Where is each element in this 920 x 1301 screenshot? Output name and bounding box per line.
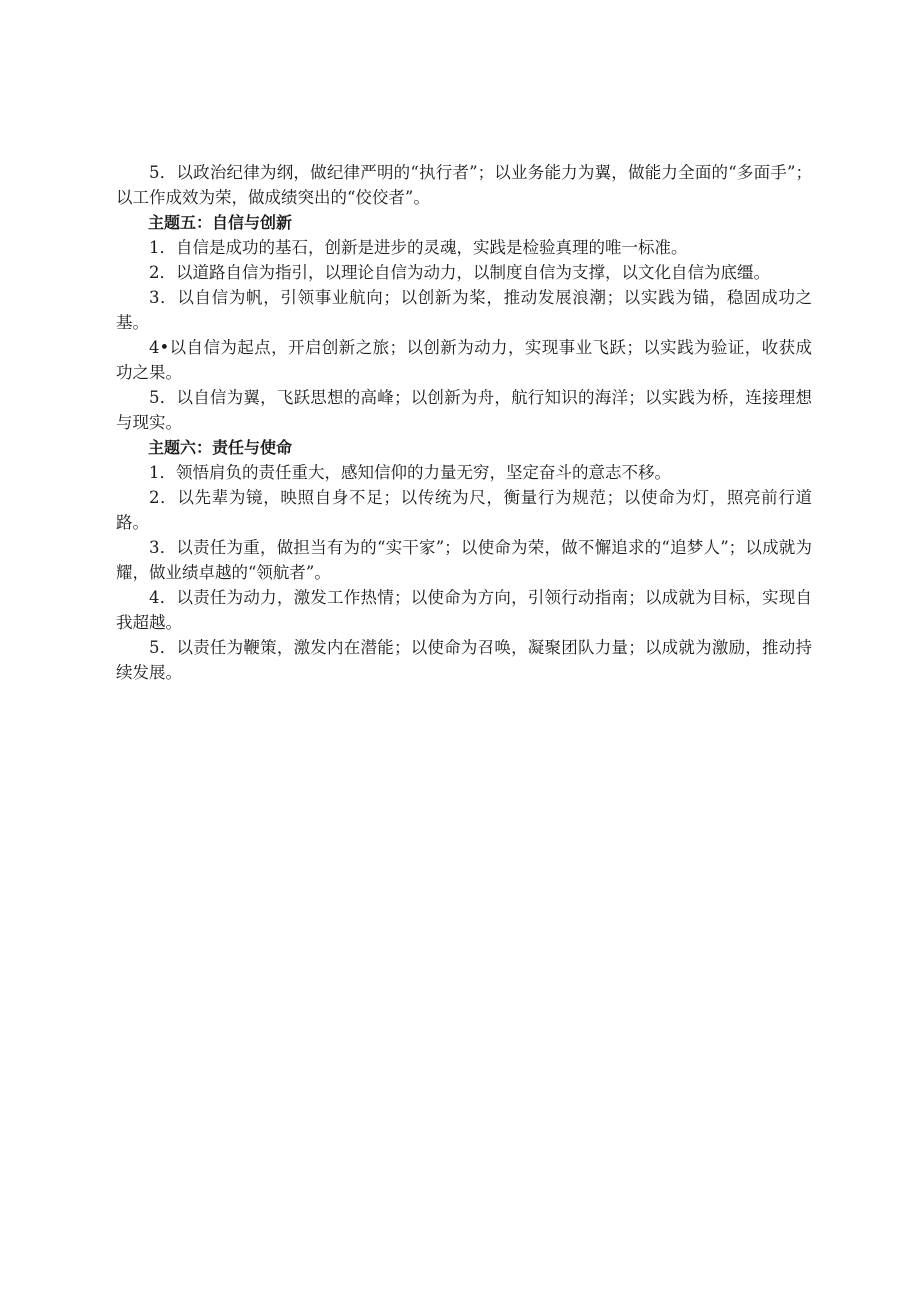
paragraph-item: 1．自信是成功的基石，创新是进步的灵魂，实践是检验真理的唯一标准。 <box>149 238 688 257</box>
paragraph-item: 4．以责任为动力，激发工作热情；以使命为方向，引领行动指南；以成就为目标，实现自我超越。 <box>116 588 812 632</box>
document-body <box>116 160 812 685</box>
paragraph-item: 3．以责任为重，做担当有为的“实干家”；以使命为荣，做不懈追求的“追梦人”；以成就为耀，做业绩卓越的“领航者”。 <box>116 538 812 582</box>
paragraph-item: 3．以自信为帆，引领事业航向；以创新为桨，推动发展浪潮；以实践为锚，稳固成功之基。 <box>116 288 812 332</box>
paragraph-item: 4•以自信为起点，开启创新之旅；以创新为动力，实现事业飞跃；以实践为验证，收获成功之果。 <box>116 338 812 382</box>
section-heading: 主题六：责任与使命 <box>148 438 293 457</box>
paragraph-item: 5．以自信为翼，飞跃思想的高峰；以创新为舟，航行知识的海洋；以实践为桥，连接理想与现实。 <box>116 388 812 432</box>
paragraph-item: 5．以政治纪律为纲，做纪律严明的“执行者”；以业务能力为翼，做能力全面的“多面手”；以工作成效为荣，做成绩突出的“佼佼者”。 <box>116 163 812 207</box>
section-heading: 主题五：自信与创新 <box>148 213 293 232</box>
paragraph-item: 1．领悟肩负的责任重大，感知信仰的力量无穷，坚定奋斗的意志不移。 <box>149 463 671 482</box>
paragraph-item: 2．以道路自信为指引，以理论自信为动力，以制度自信为支撑，以文化自信为底缰。 <box>149 263 770 282</box>
paragraph-item: 2．以先辈为镜，映照自身不足；以传统为尺，衡量行为规范；以使命为灯，照亮前行道路。 <box>116 488 812 532</box>
paragraph-item: 5．以责任为鞭策，激发内在潜能；以使命为召唤，凝聚团队力量；以成就为激励，推动持续发展。 <box>116 638 812 682</box>
